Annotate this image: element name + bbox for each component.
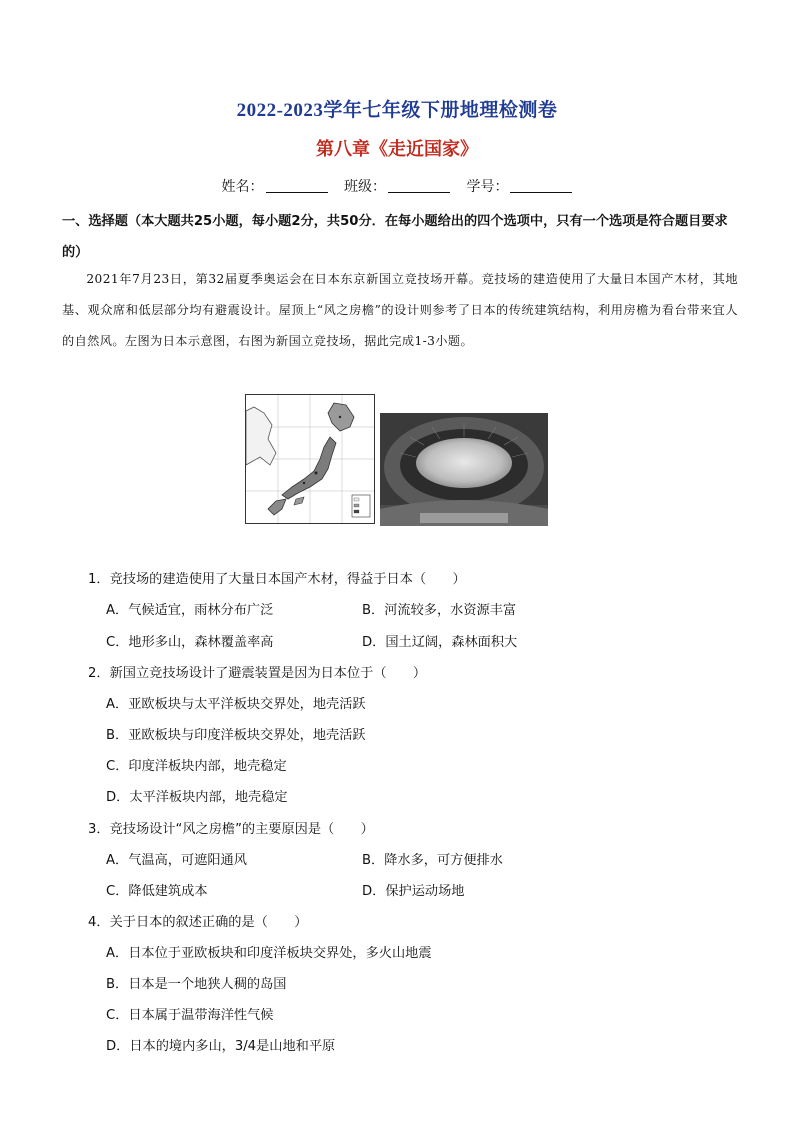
- question-3-option-c[interactable]: C．降低建筑成本: [106, 884, 208, 899]
- student-info-line: [0, 176, 794, 196]
- number-blank[interactable]: [510, 178, 572, 193]
- name-label: 姓名：: [221, 179, 264, 195]
- japan-map-icon: [245, 394, 375, 524]
- number-field: [466, 176, 572, 196]
- question-4-option-b[interactable]: B．日本是一个地狭人稠的岛国: [106, 977, 287, 992]
- question-1-option-d[interactable]: D．国土辽阔，森林面积大: [362, 635, 518, 650]
- exam-title: 2022-2023学年七年级下册地理检测卷: [236, 100, 558, 121]
- japan-map-drawing: [246, 395, 374, 523]
- name-blank[interactable]: [266, 178, 328, 193]
- class-blank[interactable]: [388, 178, 450, 193]
- question-1-option-a[interactable]: A．气候适宜，雨林分布广泛: [106, 603, 274, 618]
- question-2-option-b[interactable]: B．亚欧板块与印度洋板块交界处，地壳活跃: [106, 728, 366, 743]
- question-4-option-a[interactable]: A．日本位于亚欧板块和印度洋板块交界处，多火山地震: [106, 946, 432, 961]
- stadium-photo-icon: [380, 413, 548, 526]
- number-label: 学号：: [466, 179, 509, 195]
- question-1-option-b[interactable]: B．河流较多，水资源丰富: [362, 603, 517, 618]
- chapter-title: 第八章《走近国家》: [316, 139, 478, 160]
- question-4-option-d[interactable]: D．日本的境内多山，3/4是山地和平原: [106, 1039, 336, 1054]
- question-3-stem: 3．竞技场设计“风之房檐”的主要原因是（ ）: [88, 822, 374, 837]
- question-1-option-c[interactable]: C．地形多山，森林覆盖率高: [106, 635, 274, 650]
- question-3-option-a[interactable]: A．气温高，可遮阳通风: [106, 853, 247, 868]
- reading-passage: 2021年7月23日，第32届夏季奥运会在日本东京新国立竞技场开幕。竞技场的建造使用了大量日本国产木材，其地基、观众席和低层部分均有避震设计。屋顶上“风之房檐”的设计则参考了日本的传统建筑结构，利用房檐为看台带来宜人的自然风。左图为日本示意图，右图为新国立竞技场，据此完成1-3小题。: [62, 272, 738, 348]
- name-field: [222, 176, 328, 196]
- stadium-photo-drawing: [380, 413, 548, 526]
- class-field: [344, 176, 450, 196]
- question-1-stem: 1．竞技场的建造使用了大量日本国产木材，得益于日本（ ）: [88, 572, 466, 587]
- question-2-option-d[interactable]: D．太平洋板块内部，地壳稳定: [106, 790, 288, 805]
- question-4-stem: 4．关于日本的叙述正确的是（ ）: [88, 915, 308, 930]
- question-4-option-c[interactable]: C．日本属于温带海洋性气候: [106, 1008, 274, 1023]
- question-3-option-d[interactable]: D．保护运动场地: [362, 884, 465, 899]
- class-label: 班级：: [344, 179, 386, 195]
- section-heading: 一、选择题（本大题共25小题，每小题2分，共50分．在每小题给出的四个选项中，只有一个选项是符合题目要求的）: [62, 214, 728, 260]
- question-2-option-c[interactable]: C．印度洋板块内部，地壳稳定: [106, 759, 287, 774]
- question-2-option-a[interactable]: A．亚欧板块与太平洋板块交界处，地壳活跃: [106, 697, 366, 712]
- question-2-stem: 2．新国立竞技场设计了避震装置是因为日本位于（ ）: [88, 666, 427, 681]
- question-3-option-b[interactable]: B．降水多，可方便排水: [362, 853, 503, 868]
